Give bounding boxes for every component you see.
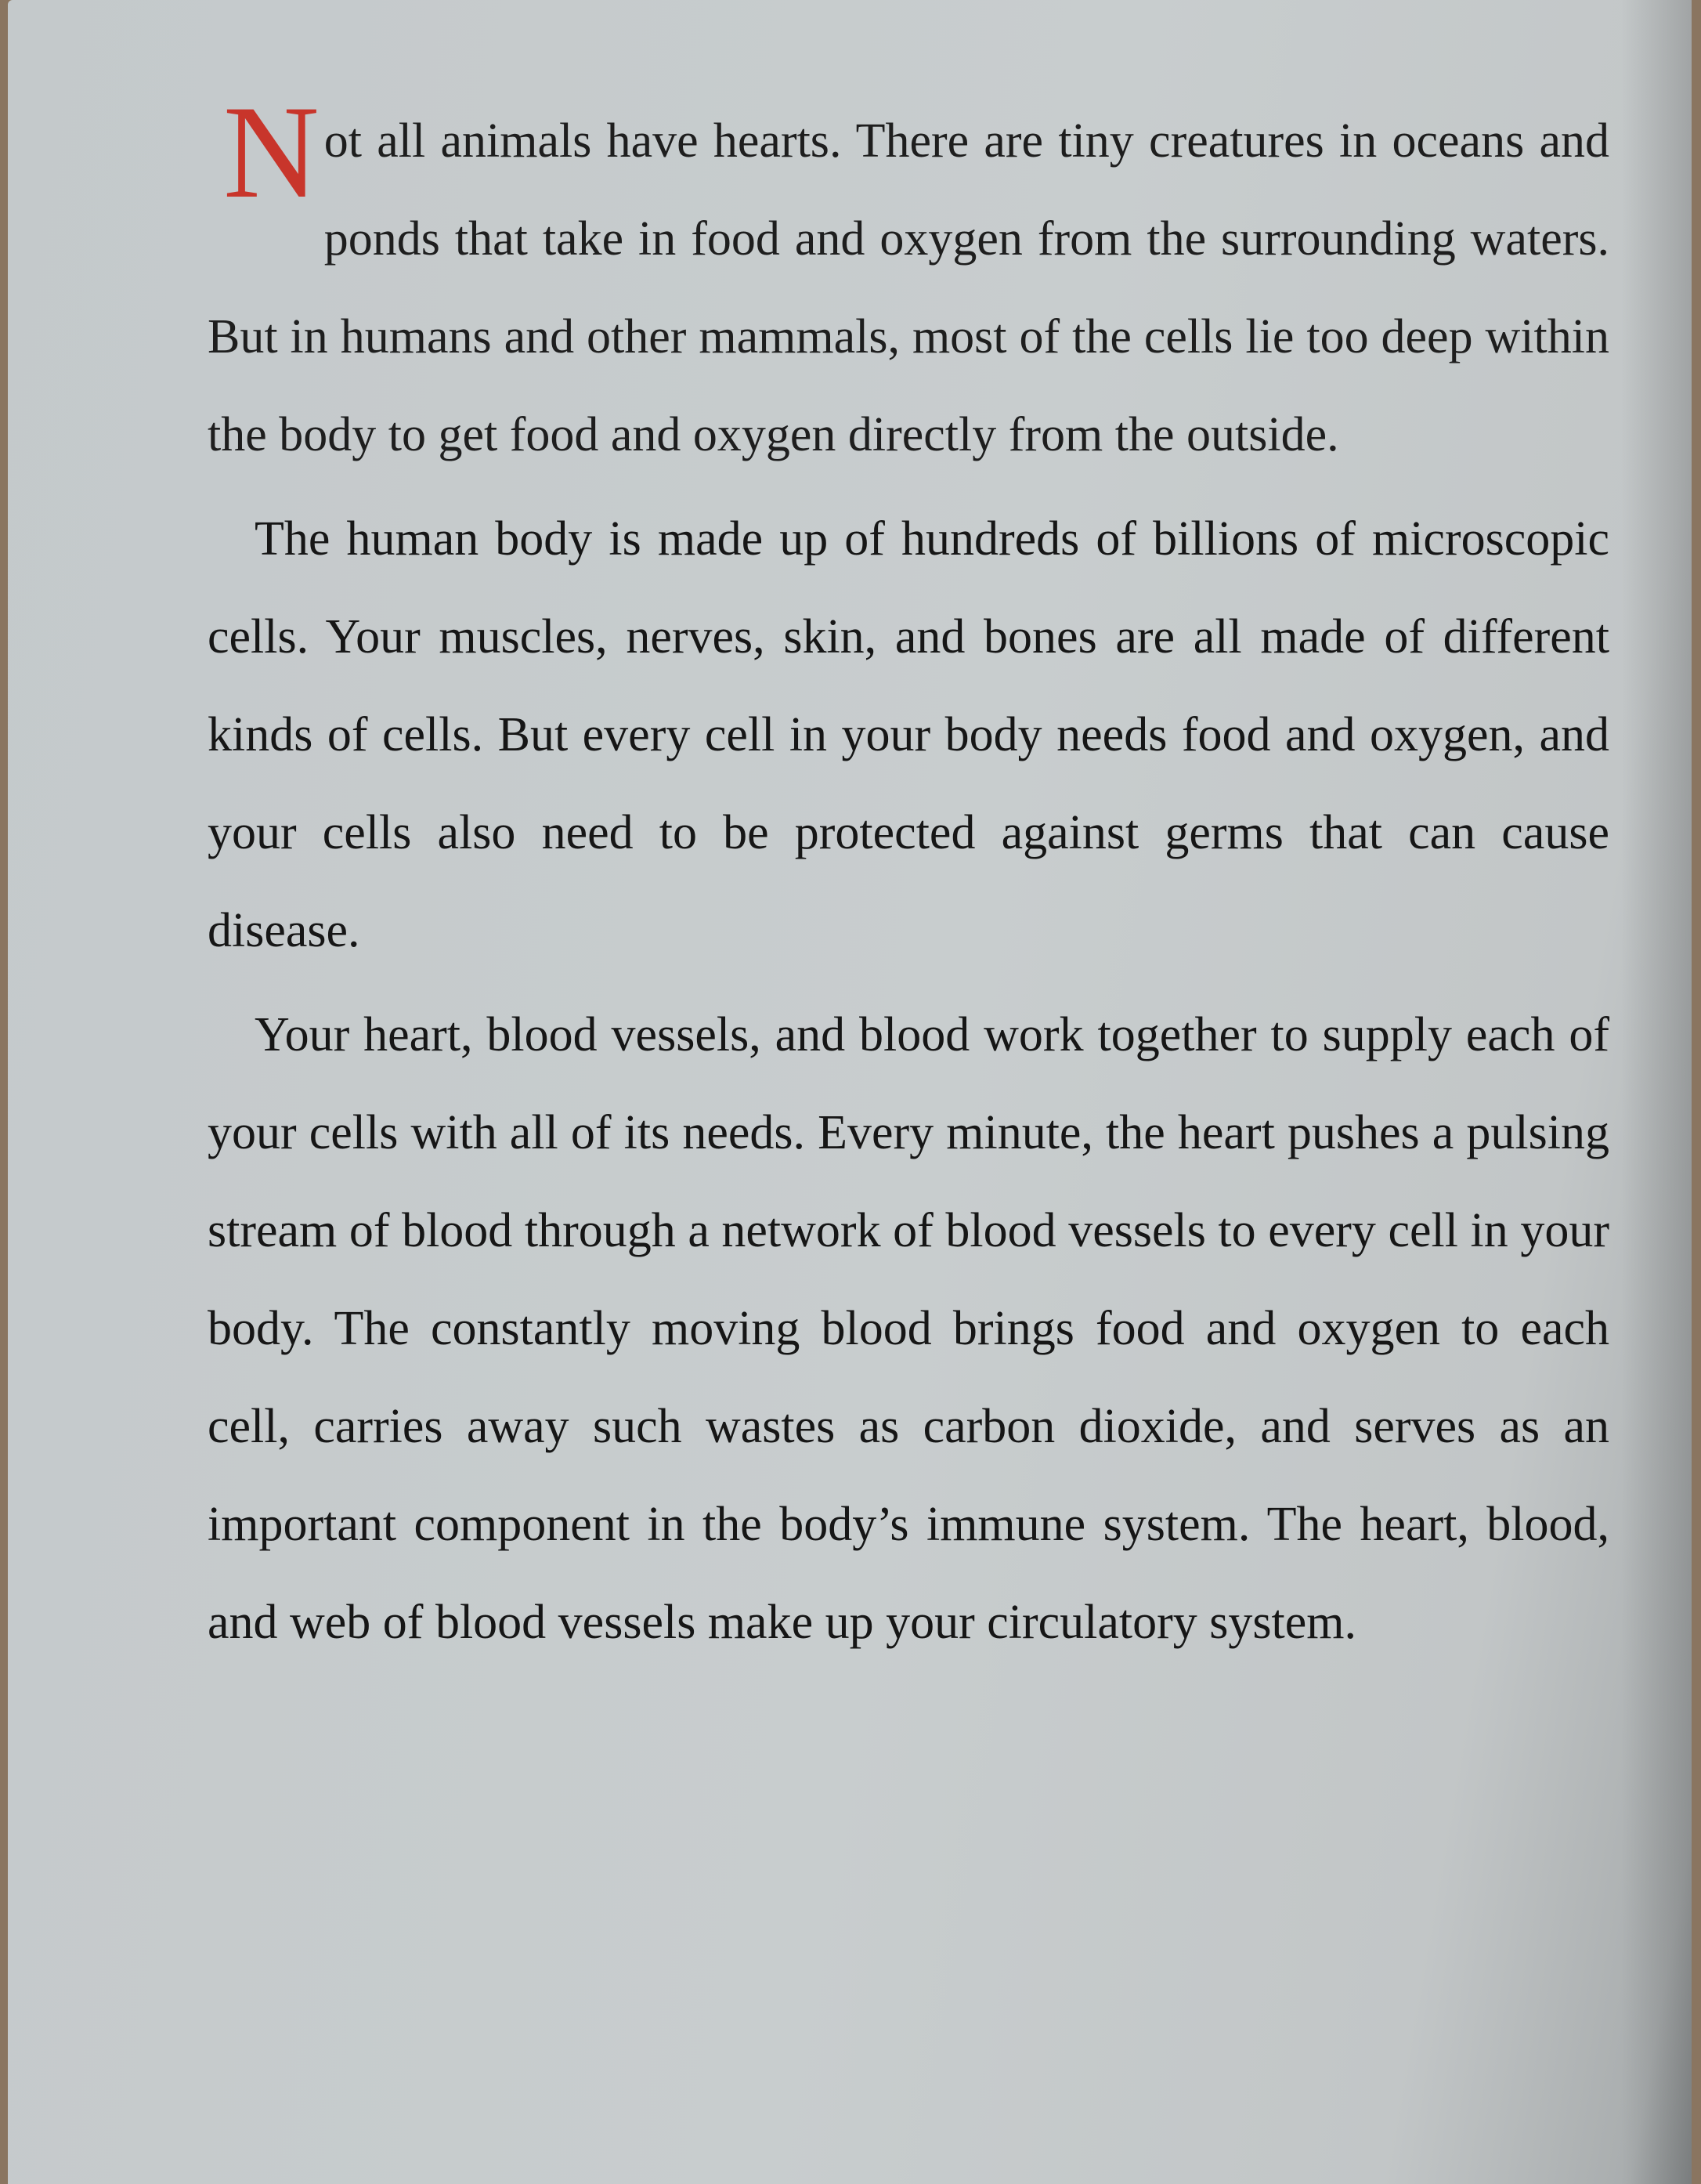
paragraph-1 bbox=[208, 78, 1609, 484]
paragraph-1-text: ot all animals have hearts. There are tiny creatures in oceans and ponds that take in food and oxygen from the surrounding waters. But in humans and other mammals, most of the cells lie too deep within the body to get food and oxygen directly from the outside. bbox=[208, 114, 1609, 461]
paragraph-3-text: Your heart, blood vessels, and blood work together to supply each of your cells with all of its needs. Every minute, the heart pushes a pulsing stream of blood through a network of blood vessels to every cell in your body. The constantly moving blood brings food and oxygen to each cell, carries away such wastes as carbon dioxide, and serves as an important component in the body’s immune system. The heart, blood, and web of blood vessels make up your circulatory system. bbox=[208, 1008, 1609, 1649]
drop-cap-letter: N bbox=[223, 78, 320, 226]
paragraph-3 bbox=[208, 986, 1609, 1672]
paragraph-2 bbox=[208, 490, 1609, 980]
book-page bbox=[8, 0, 1692, 2184]
body-text bbox=[208, 78, 1609, 1678]
paragraph-2-text: The human body is made up of hundreds of billions of microscopic cells. Your muscles, nerves, skin, and bones are all made of different kinds of cells. But every cell in your body needs food and oxygen, and your cells also need to be protected against germs that can cause disease. bbox=[208, 512, 1609, 957]
